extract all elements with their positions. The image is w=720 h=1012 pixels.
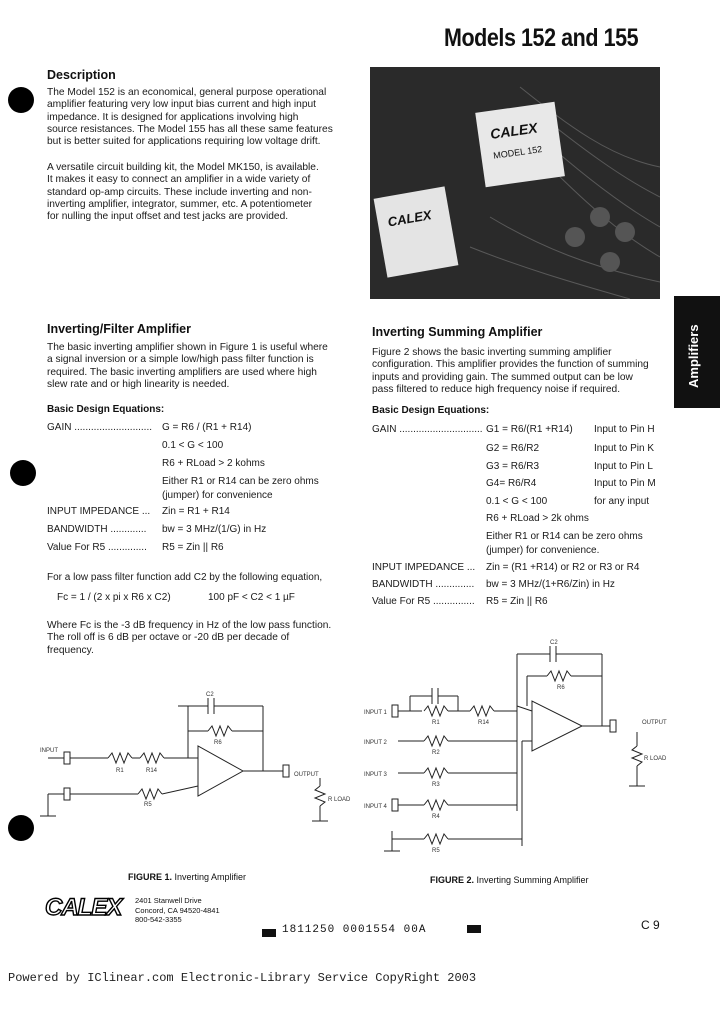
barcode-number: 1811250 0001554 00A xyxy=(282,924,427,936)
eq-expr: Zin = (R1 +R14) or R2 or R3 or R4 xyxy=(486,562,640,573)
powered-by-footer: Powered by IClinear.com Electronic-Library Service CopyRight 2003 xyxy=(8,971,477,985)
eq-expr: R5 = Zin || R6 xyxy=(486,596,548,607)
fig1-label-r1: R1 xyxy=(116,768,124,774)
description-para-1: The Model 152 is an economical, general purpose operational amplifier featuring very low input bias current and high input impedance. It is designed for applications involving high source resistances. The Model 155 has all these same features but is better suited for applications requiring low voltage drift. xyxy=(47,87,333,148)
fig1-label-input: INPUT xyxy=(40,748,58,754)
eq-expr: R5 = Zin || R6 xyxy=(162,542,224,553)
footer-address: 2401 Stanwell Drive Concord, CA 94520-4841 800-542-3355 xyxy=(135,896,220,924)
fig2-label-input3: INPUT 3 xyxy=(364,772,387,778)
fig1-label-c2: C2 xyxy=(206,692,214,698)
photo-label-calex-1: CALEX xyxy=(489,119,539,142)
eq-label: INPUT IMPEDANCE ... xyxy=(47,506,151,517)
calex-logo-graphic xyxy=(43,893,133,919)
product-photo xyxy=(370,67,660,299)
eq-note: Input to Pin L xyxy=(594,461,653,472)
fig2-label-r14: R14 xyxy=(478,720,490,726)
fig2-label-output: OUTPUT xyxy=(642,720,667,726)
summing-eq-heading: Basic Design Equations: xyxy=(372,405,490,416)
inverting-para-2: Where Fc is the -3 dB frequency in Hz of the low pass function. The roll off is 6 dB per octave or -20 dB per decade of frequency. xyxy=(47,620,332,656)
barcode-block-left xyxy=(262,929,276,937)
fig1-label-rload: R LOAD xyxy=(328,797,351,803)
eq-expr: R6 + RLoad > 2 kohms xyxy=(162,458,265,469)
page-number: C 9 xyxy=(641,918,660,932)
photo-label-model: MODEL 152 xyxy=(492,144,543,161)
eq-label: BANDWIDTH .............. xyxy=(372,579,475,590)
eq-expr: G1 = R6/(R1 +R14) xyxy=(486,424,573,435)
inverting-para-1: The basic inverting amplifier shown in Figure 1 is useful where a signal inversion or a simple low/high pass filter function is required. The basic inverting amplifiers are used where high slew rate and or high linearity is needed. xyxy=(47,342,328,390)
fig2-label-r3: R3 xyxy=(432,782,440,788)
description-para-2: A versatile circuit building kit, the Model MK150, is available. It makes it easy to connect an amplifier in a wide variety of standard op-amp circuits. These include inverting and non- inverting amplifier, integrator, summer, etc. A potentiometer for nulling the input offset and test jacks are provided. xyxy=(47,162,319,223)
lowpass-range: 100 pF < C2 < 1 µF xyxy=(208,592,295,603)
binder-hole-top xyxy=(8,87,34,113)
eq-note: for any input xyxy=(594,496,650,507)
eq-expr: bw = 3 MHz/(1/G) in Hz xyxy=(162,524,267,535)
eq-expr: 0.1 < G < 100 xyxy=(486,496,548,507)
photo-label-calex-2: CALEX xyxy=(386,207,433,230)
fig2-label-input4: INPUT 4 xyxy=(364,804,387,810)
fig1-label-r14: R14 xyxy=(146,768,158,774)
figure-1-schematic xyxy=(38,686,358,826)
fig2-label-rload: R LOAD xyxy=(644,756,667,762)
section-tab-label: Amplifiers xyxy=(686,324,701,388)
product-photo-graphic xyxy=(370,67,660,299)
fig2-label-c2: C2 xyxy=(550,640,558,646)
binder-hole-middle xyxy=(10,460,36,486)
summing-heading: Inverting Summing Amplifier xyxy=(372,325,543,339)
eq-expr: bw = 3 MHz/(1+R6/Zin) in Hz xyxy=(486,579,615,590)
figure-1-caption: FIGURE 1. Inverting Amplifier xyxy=(128,872,247,882)
eq-label: Value For R5 ............... xyxy=(372,596,475,607)
page-title: Models 152 and 155 xyxy=(444,24,639,52)
eq-expr: R6 + RLoad > 2k ohms xyxy=(486,513,589,524)
eq-expr: G4= R6/R4 xyxy=(486,478,537,489)
section-tab xyxy=(674,296,720,408)
binder-hole-bottom xyxy=(8,815,34,841)
figure-2-caption: FIGURE 2. Inverting Summing Amplifier xyxy=(430,875,589,885)
eq-label: GAIN ............................ xyxy=(47,422,153,433)
fig2-label-input2: INPUT 2 xyxy=(364,740,387,746)
fig2-label-r1: R1 xyxy=(432,720,440,726)
summing-para-1: Figure 2 shows the basic inverting summing amplifier configuration. This amplifier provides the function of summing inputs and providing gain. The summed output can be low pass filtered to reduce high frequency noise if required. xyxy=(372,347,649,395)
fig2-label-r6: R6 xyxy=(557,685,565,691)
eq-label: INPUT IMPEDANCE ... xyxy=(372,562,476,573)
eq-expr: Either R1 or R14 can be zero ohms xyxy=(486,531,643,542)
eq-label: BANDWIDTH ............. xyxy=(47,524,147,535)
eq-expr: 0.1 < G < 100 xyxy=(162,440,224,451)
eq-label: GAIN .............................. xyxy=(372,424,483,435)
barcode-block-right xyxy=(467,925,481,933)
fig2-label-r4: R4 xyxy=(432,814,440,820)
description-heading: Description xyxy=(47,68,116,82)
eq-note: Input to Pin K xyxy=(594,443,655,454)
eq-expr: G = R6 / (R1 + R14) xyxy=(162,422,252,433)
calex-logo-text: CALEX xyxy=(45,894,122,919)
calex-logo xyxy=(43,893,133,924)
eq-expr: Either R1 or R14 can be zero ohms xyxy=(162,476,319,487)
fig2-label-r5: R5 xyxy=(432,848,440,854)
fig1-label-output: OUTPUT xyxy=(294,772,319,778)
eq-note: Input to Pin H xyxy=(594,424,655,435)
inverting-eq-heading: Basic Design Equations: xyxy=(47,404,165,415)
fig1-label-r6: R6 xyxy=(214,740,222,746)
fig1-label-r5: R5 xyxy=(144,802,152,808)
eq-expr: (jumper) for convenience xyxy=(162,490,273,501)
eq-expr: (jumper) for convenience. xyxy=(486,545,600,556)
figure-2-schematic xyxy=(362,636,672,862)
lowpass-equation: Fc = 1 / (2 x pi x R6 x C2) xyxy=(57,592,171,603)
eq-expr: Zin = R1 + R14 xyxy=(162,506,230,517)
eq-label: Value For R5 .............. xyxy=(47,542,147,553)
eq-expr: G3 = R6/R3 xyxy=(486,461,540,472)
eq-note: Input to Pin M xyxy=(594,478,656,489)
inverting-heading: Inverting/Filter Amplifier xyxy=(47,322,192,336)
eq-expr: G2 = R6/R2 xyxy=(486,443,540,454)
fig2-label-r2: R2 xyxy=(432,750,440,756)
lowpass-intro: For a low pass filter function add C2 by the following equation, xyxy=(47,572,323,583)
fig2-label-input1: INPUT 1 xyxy=(364,710,387,716)
